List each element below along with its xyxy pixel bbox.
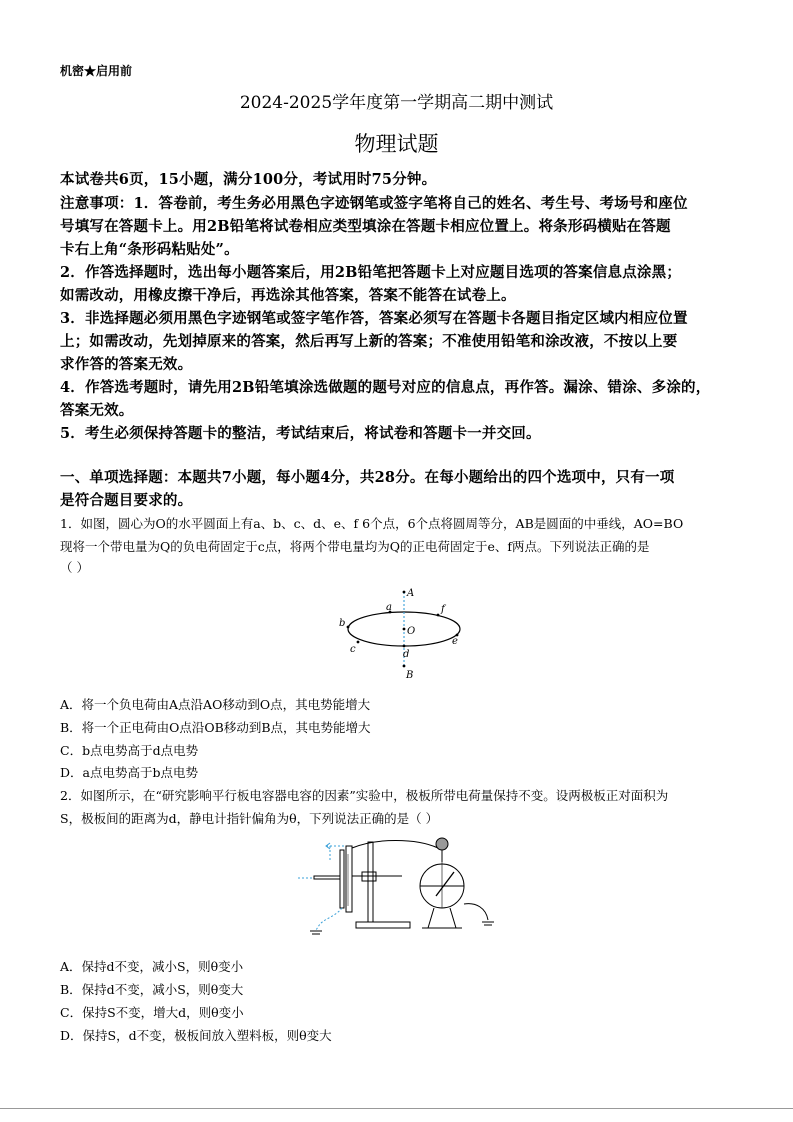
notes-line: 求作答的答案无效。 (60, 356, 193, 373)
q2-option-b: B．保持d不变，减小S，则θ变大 (60, 982, 244, 997)
label-a: a (386, 602, 392, 613)
label-c: c (350, 644, 356, 655)
subject-title: 物理试题 (354, 132, 439, 156)
label-A: A (407, 588, 415, 599)
q1-figure (330, 582, 470, 682)
label-O: O (407, 626, 416, 637)
q2-option-c: C．保持S不变，增大d，则θ变小 (60, 1005, 244, 1020)
notes-line: 卡右上角“条形码粘贴处”。 (60, 241, 239, 258)
q2-option-d: D．保持S，d不变，极板间放入塑料板，则θ变大 (60, 1028, 332, 1043)
q2-option-a: A．保持d不变，减小S，则θ变小 (60, 959, 244, 974)
notes-line: 4．作答选考题时，请先用2B铅笔填涂选做题的题号对应的信息点，再作答。漏涂、错涂、多涂的， (60, 379, 711, 396)
q1-stem: 1．如图，圆心为O的水平圆面上有a、b、c、d、e、f 6个点，6个点将圆周等分，AB是圆面的中垂线，AO=BO (60, 516, 684, 531)
q1-stem: 现将一个带电量为Q的负电荷固定于c点，将两个带电量均为Q的正电荷固定于e、f两点。下列说法正确的是 (60, 539, 650, 554)
q1-option-c: C．b点电势高于d点电势 (60, 743, 199, 758)
label-b: b (339, 618, 346, 629)
notes-line: 5．考生必须保持答题卡的整洁，考试结束后，将试卷和答题卡一并交回。 (60, 425, 541, 442)
notes-line: 2．作答选择题时，选出每小题答案后，用2B铅笔把答题卡上对应题目选项的答案信息点涂黑； (60, 264, 682, 281)
exam-title: 2024-2025学年度第一学期高二期中测试 (239, 93, 554, 113)
notes-line: 注意事项：1．答卷前，考生务必用黑色字迹钢笔或签字笔将自己的姓名、考生号、考场号和座位 (60, 195, 688, 212)
label-f: f (441, 604, 445, 615)
secret-tag: 机密★启用前 (60, 64, 133, 78)
section-heading: 是符合题目要求的。 (60, 492, 193, 509)
notes-line: 如需改动，用橡皮擦干净后，再选涂其他答案，答案不能答在试卷上。 (60, 287, 516, 304)
page-bottom-rule (0, 1108, 793, 1109)
q2-stem: S，极板间的距离为d，静电计指针偏角为θ，下列说法正确的是（ ） (60, 811, 439, 826)
notes-line: 上；如需改动，先划掉原来的答案，然后再写上新的答案；不准使用铅笔和涂改液，不按以上要 (60, 333, 678, 350)
q1-option-b: B．将一个正电荷由O点沿OB移动到B点，其电势能增大 (60, 720, 371, 735)
label-B: B (406, 670, 414, 681)
notes-line: 3．非选择题必须用黑色字迹钢笔或签字笔作答，答案必须写在答题卡各题目指定区域内相应位置 (60, 310, 688, 327)
q2-stem: 2．如图所示，在“研究影响平行板电容器电容的因素”实验中，极板所带电荷量保持不变。设两极板正对面积为 (60, 788, 669, 803)
exam-summary: 本试卷共6页，15小题，满分100分，考试用时75分钟。 (60, 171, 437, 188)
q1-option-d: D．a点电势高于b点电势 (60, 765, 198, 780)
q1-stem: （ ） (60, 560, 89, 575)
notes-line: 号填写在答题卡上。用2B铅笔将试卷相应类型填涂在答题卡相应位置上。将条形码横贴在答题 (60, 218, 671, 235)
q1-option-a: A．将一个负电荷由A点沿AO移动到O点，其电势能增大 (60, 697, 371, 712)
section-heading: 一、单项选择题：本题共7小题，每小题4分，共28分。在每小题给出的四个选项中，只有一项 (60, 469, 675, 486)
label-d: d (403, 649, 410, 660)
q2-figure-capacitor-electrometer (296, 836, 501, 942)
label-e: e (452, 636, 458, 647)
notes-line: 答案无效。 (60, 402, 134, 419)
